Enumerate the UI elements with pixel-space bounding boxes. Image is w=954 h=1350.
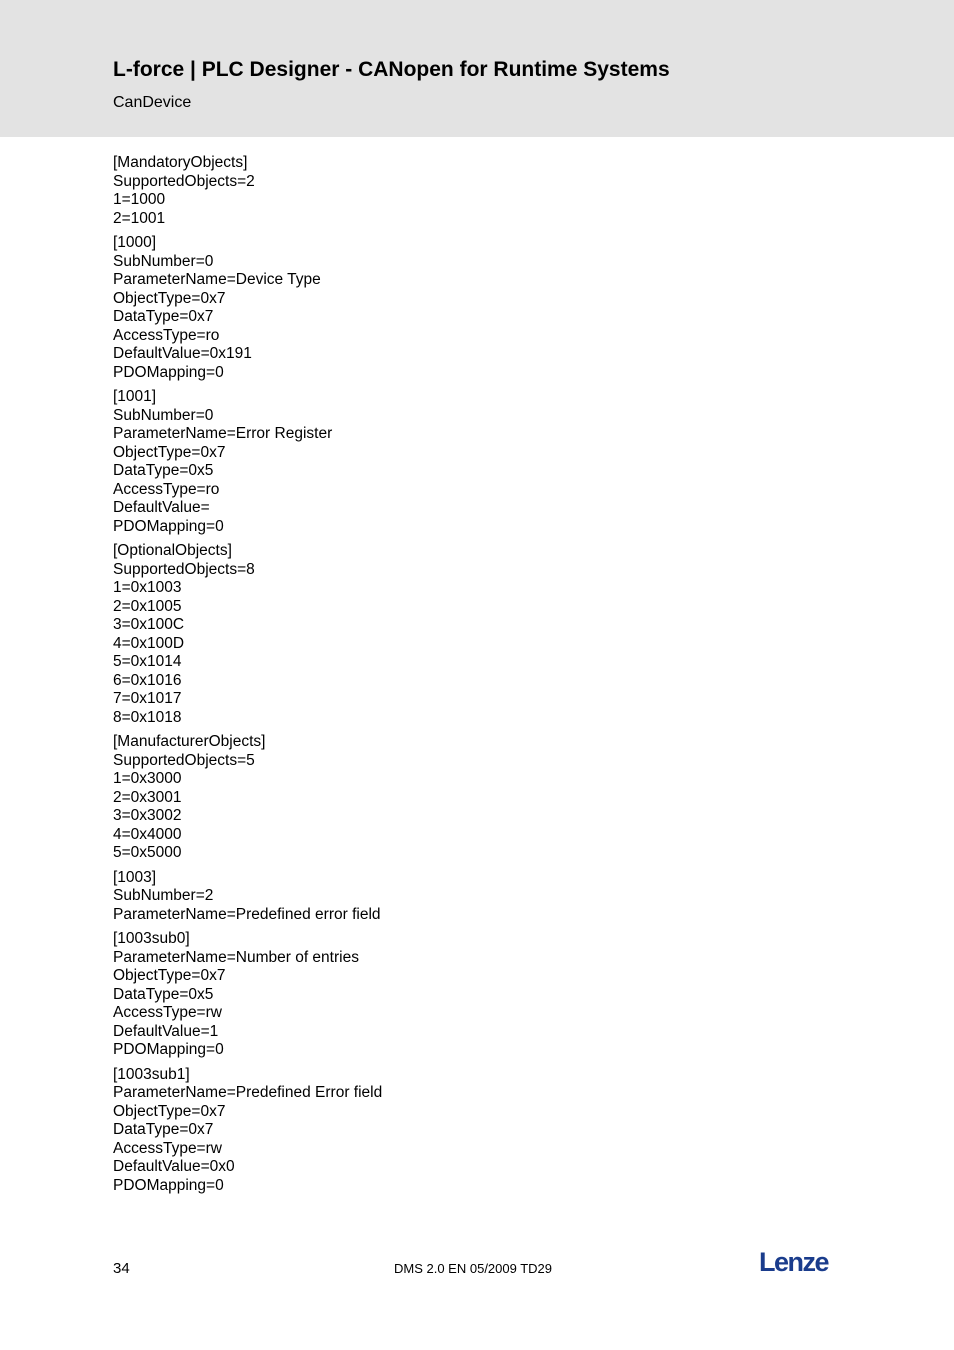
config-section xyxy=(113,930,813,1060)
config-line: DataType=0x7 xyxy=(113,308,214,325)
config-line: DataType=0x7 xyxy=(113,1121,214,1138)
config-section xyxy=(113,388,813,536)
section-heading: [1003sub1] xyxy=(113,1065,190,1083)
config-line: ObjectType=0x7 xyxy=(113,967,226,984)
section-heading: [1003sub0] xyxy=(113,930,190,947)
config-line: AccessType=ro xyxy=(113,480,220,498)
section-heading: [1000] xyxy=(113,234,157,251)
config-section xyxy=(113,1066,813,1196)
config-line: PDOMapping=0 xyxy=(113,363,224,381)
config-line: ParameterName=Error Register xyxy=(113,425,333,442)
config-line: ParameterName=Device Type xyxy=(113,271,321,288)
document-reference: DMS 2.0 EN 05/2009 TD29 xyxy=(394,1261,553,1276)
config-line: SubNumber=2 xyxy=(113,887,214,904)
config-listing xyxy=(113,154,813,1201)
config-line: 8=0x1018 xyxy=(113,708,182,726)
config-line: 2=0x3001 xyxy=(113,788,182,806)
section-heading: [OptionalObjects] xyxy=(113,542,232,559)
config-line: 4=0x4000 xyxy=(113,825,182,843)
config-line: ParameterName=Predefined Error field xyxy=(113,1084,383,1101)
config-line: 2=1001 xyxy=(113,209,166,227)
config-line: SubNumber=0 xyxy=(113,406,214,424)
config-line: AccessType=rw xyxy=(113,1139,222,1157)
section-heading: [1003] xyxy=(113,868,157,886)
config-line: ObjectType=0x7 xyxy=(113,443,226,461)
config-line: SupportedObjects=2 xyxy=(113,172,255,190)
config-line: PDOMapping=0 xyxy=(113,517,224,535)
config-section xyxy=(113,542,813,727)
config-line: 1=0x3000 xyxy=(113,770,182,787)
config-line: DefaultValue=0x191 xyxy=(113,345,252,362)
config-line: 6=0x1016 xyxy=(113,671,182,689)
config-line: PDOMapping=0 xyxy=(113,1176,224,1194)
config-line: 5=0x5000 xyxy=(113,844,182,861)
page-number: 34 xyxy=(113,1260,130,1277)
config-line: DefaultValue= xyxy=(113,499,210,516)
config-line: AccessType=rw xyxy=(113,1004,222,1021)
config-line: DataType=0x5 xyxy=(113,462,214,479)
config-line: ObjectType=0x7 xyxy=(113,289,226,307)
config-line: PDOMapping=0 xyxy=(113,1041,224,1058)
config-line: 1=1000 xyxy=(113,191,166,208)
config-line: 7=0x1017 xyxy=(113,690,182,707)
config-line: AccessType=ro xyxy=(113,326,220,344)
config-line: 5=0x1014 xyxy=(113,653,182,670)
config-line: 1=0x1003 xyxy=(113,579,182,596)
document-title: L-force | PLC Designer - CANopen for Runtime Systems xyxy=(113,58,670,81)
section-heading: [ManufacturerObjects] xyxy=(113,733,266,750)
config-line: DataType=0x5 xyxy=(113,985,214,1003)
config-line: 3=0x3002 xyxy=(113,807,182,824)
config-line: 2=0x1005 xyxy=(113,597,182,615)
document-subtitle: CanDevice xyxy=(113,94,192,111)
config-line: ParameterName=Number of entries xyxy=(113,948,359,966)
config-section xyxy=(113,234,813,382)
config-line: SupportedObjects=5 xyxy=(113,751,255,769)
config-line: ObjectType=0x7 xyxy=(113,1102,226,1120)
config-section xyxy=(113,733,813,863)
config-line: 4=0x100D xyxy=(113,634,185,652)
config-line: ParameterName=Predefined error field xyxy=(113,905,381,923)
section-heading: [MandatoryObjects] xyxy=(113,154,248,171)
config-section xyxy=(113,869,813,925)
config-line: SubNumber=0 xyxy=(113,252,214,270)
config-line: 3=0x100C xyxy=(113,616,185,633)
config-line: DefaultValue=0x0 xyxy=(113,1158,235,1175)
section-heading: [1001] xyxy=(113,388,157,405)
config-section xyxy=(113,154,813,228)
config-line: DefaultValue=1 xyxy=(113,1022,219,1040)
config-line: SupportedObjects=8 xyxy=(113,560,255,578)
lenze-logo: Lenze xyxy=(759,1247,829,1277)
